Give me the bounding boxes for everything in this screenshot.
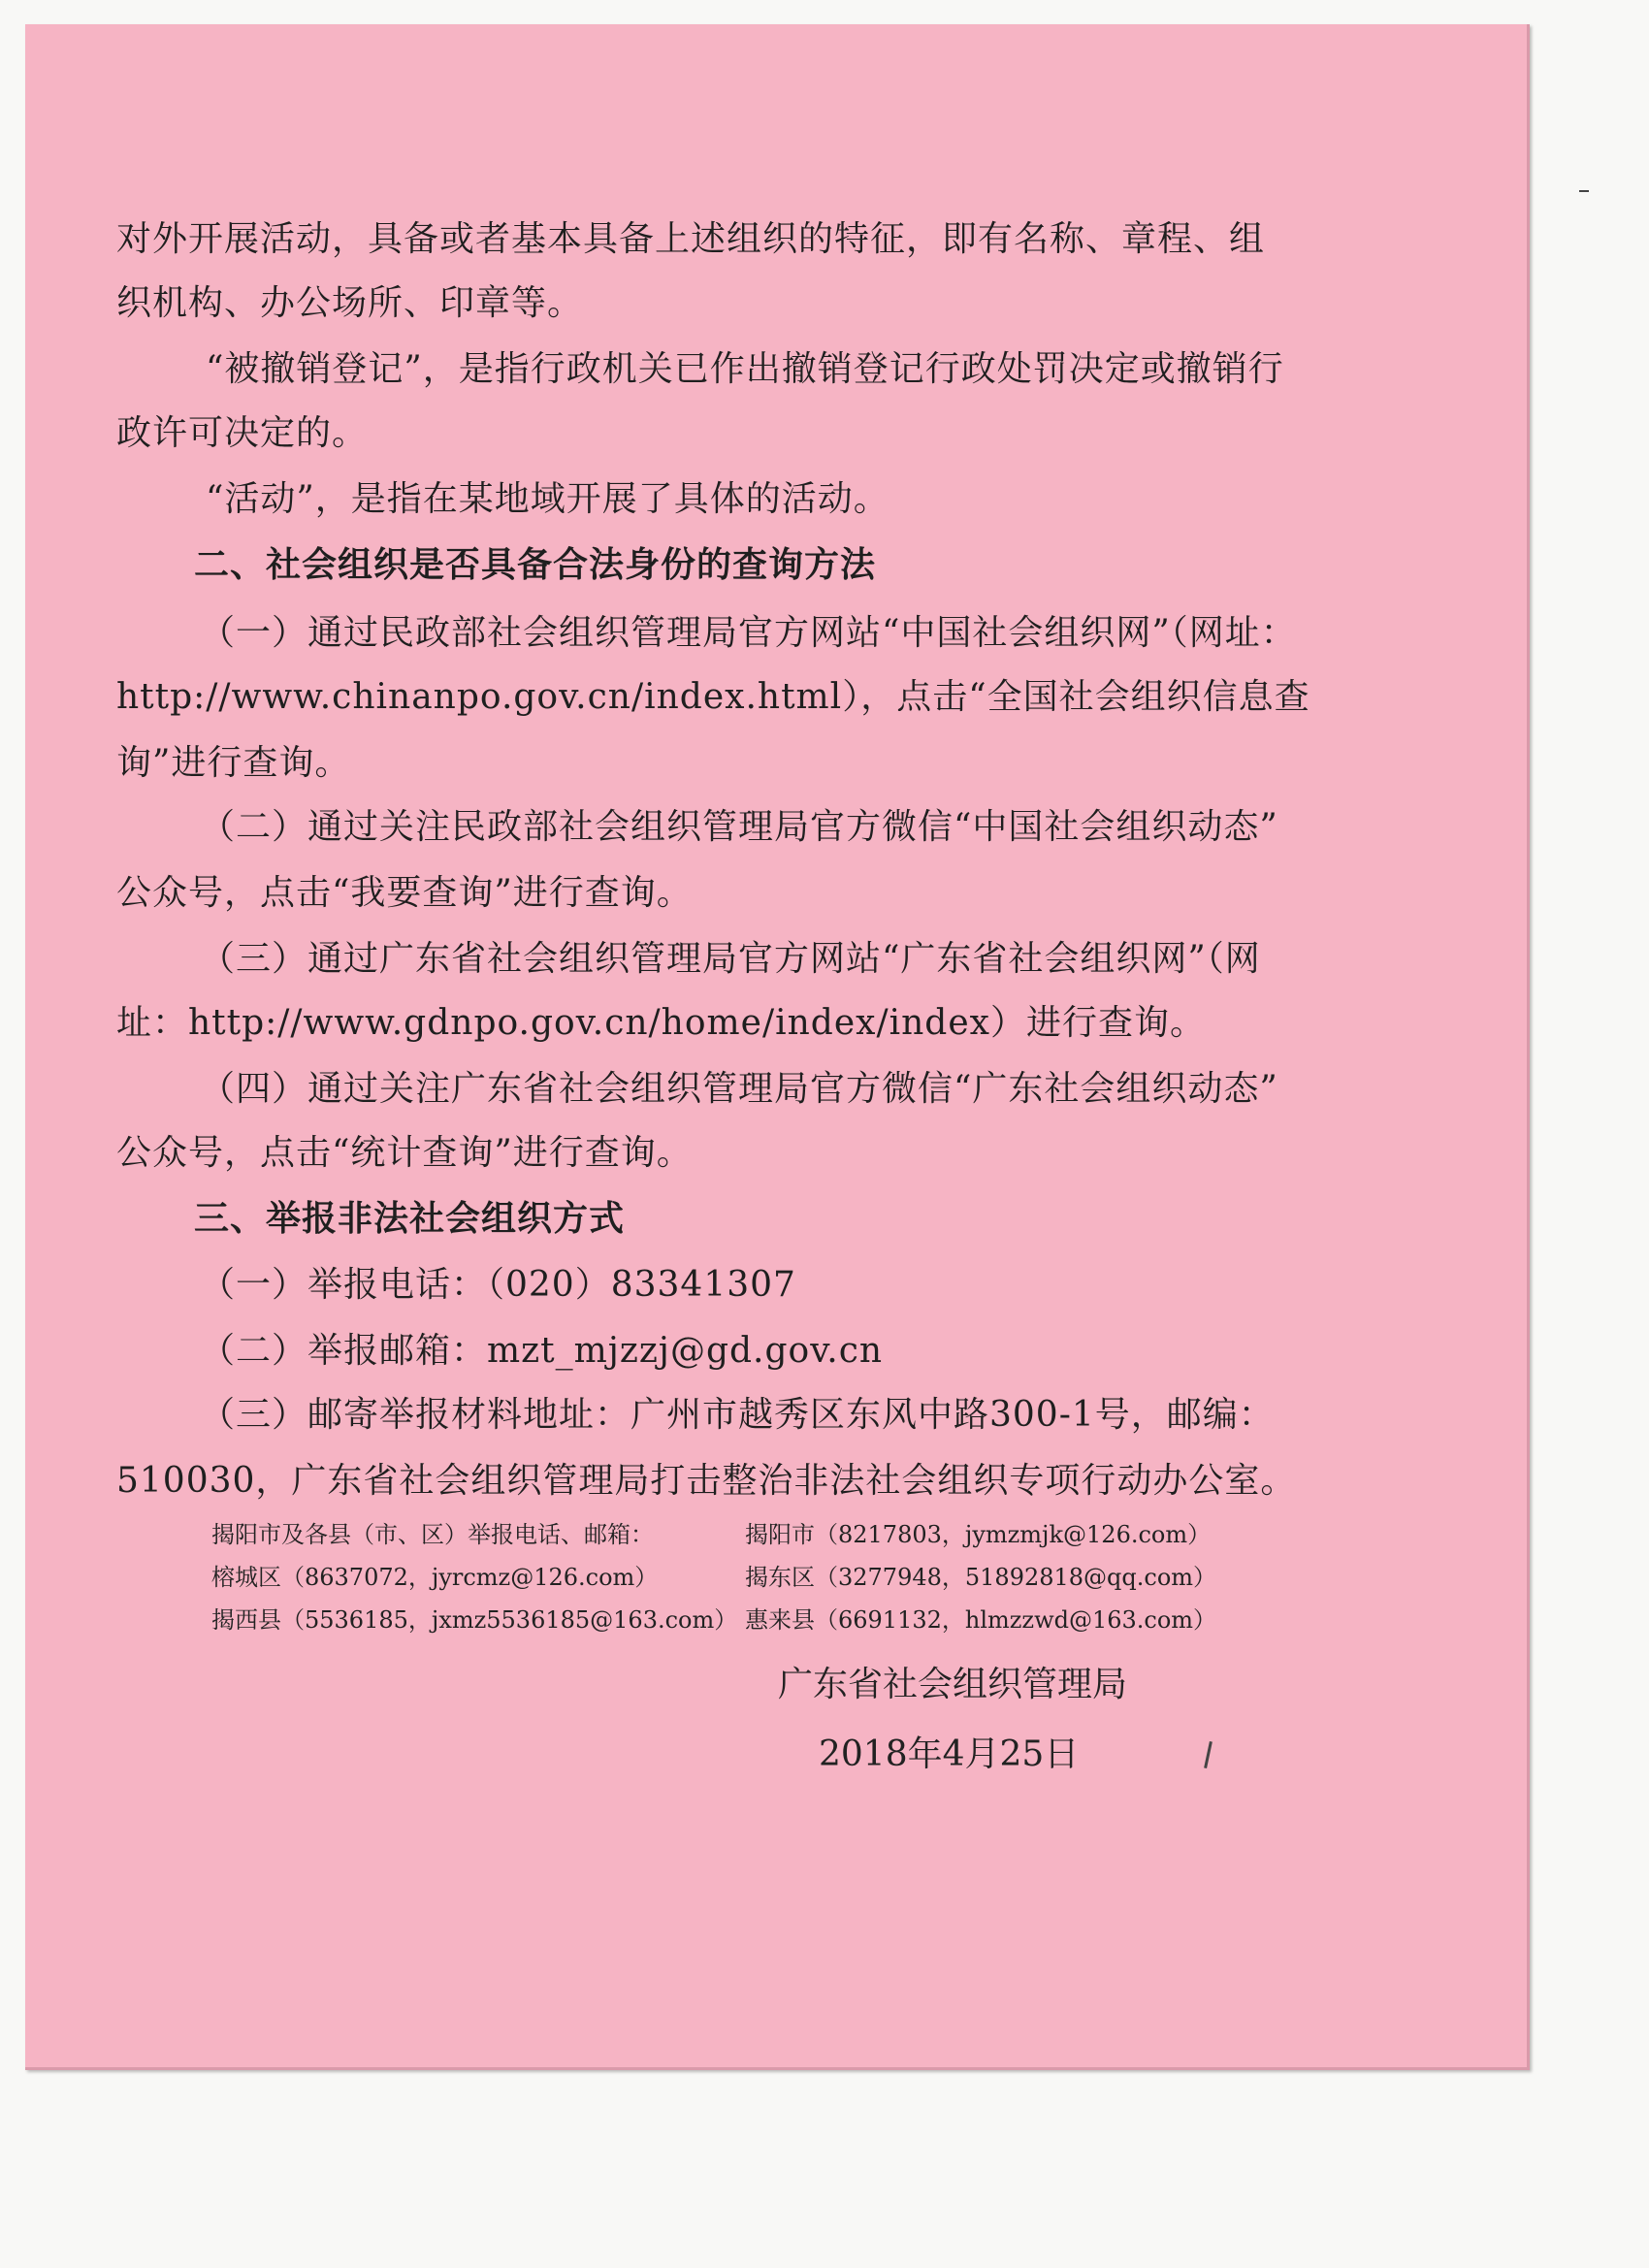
paragraph-line: 公众号，点击“我要查询”进行查询。 <box>116 873 693 913</box>
signature-date: 2018年4月25日 <box>819 1734 1080 1774</box>
scan-speck <box>1579 190 1589 192</box>
paragraph-line: （二）通过关注民政部社会组织管理局官方微信“中国社会组织动态” <box>200 807 1278 847</box>
paragraph-line: “被撤销登记”，是指行政机关已作出撤销登记行政处罚决定或撤销行 <box>206 349 1284 389</box>
paragraph-line: （四）通过关注广东省社会组织管理局官方微信“广东社会组织动态” <box>200 1069 1278 1109</box>
local-contact: 揭阳市（8217803，jymzmjk@126.com） <box>745 1521 1212 1548</box>
report-phone: （一）举报电话：（020）83341307 <box>200 1265 796 1305</box>
pink-document-page <box>25 24 1530 2070</box>
paragraph-line: 510030，广东省社会组织管理局打击整治非法社会组织专项行动办公室。 <box>116 1461 1297 1501</box>
paragraph-line: 政许可决定的。 <box>116 413 369 453</box>
local-contact: 揭西县（5536185，jxmz5536185@163.com） <box>211 1606 738 1634</box>
paragraph-line: 询”进行查询。 <box>116 743 351 783</box>
local-contacts-intro: 揭阳市及各县（市、区）举报电话、邮箱： <box>211 1521 654 1548</box>
paragraph-line: （三）邮寄举报材料地址：广州市越秀区东风中路300-1号，邮编： <box>200 1395 1275 1435</box>
section-heading-3: 三、举报非法社会组织方式 <box>194 1199 626 1239</box>
signature-organization: 广东省社会组织管理局 <box>778 1665 1128 1704</box>
section-heading-2: 二、社会组织是否具备合法身份的查询方法 <box>194 545 877 585</box>
paragraph-line: 址：http://www.gdnpo.gov.cn/home/index/index）进行查询。 <box>116 1003 1206 1043</box>
paragraph-line: （三）通过广东省社会组织管理局官方网站“广东省社会组织网”（网 <box>200 939 1261 979</box>
paragraph-line: “活动”，是指在某地域开展了具体的活动。 <box>206 479 889 519</box>
paragraph-line: 公众号，点击“统计查询”进行查询。 <box>116 1133 693 1173</box>
report-email: （二）举报邮箱：mzt_mjzzj@gd.gov.cn <box>200 1331 884 1371</box>
local-contact: 惠来县（6691132，hlmzzwd@163.com） <box>745 1606 1217 1634</box>
paragraph-line: http://www.chinanpo.gov.cn/index.html），点击“全国社会组织信息查 <box>116 677 1310 717</box>
paragraph-line: （一）通过民政部社会组织管理局官方网站“中国社会组织网”（网址： <box>200 613 1297 653</box>
local-contact: 榕城区（8637072，jyrcmz@126.com） <box>211 1564 659 1591</box>
local-contact: 揭东区（3277948，51892818@qq.com） <box>745 1564 1217 1591</box>
paragraph-line: 对外开展活动，具备或者基本具备上述组织的特征，即有名称、章程、组 <box>116 219 1266 259</box>
pen-mark <box>1204 1741 1212 1768</box>
paragraph-line: 织机构、办公场所、印章等。 <box>116 283 584 323</box>
